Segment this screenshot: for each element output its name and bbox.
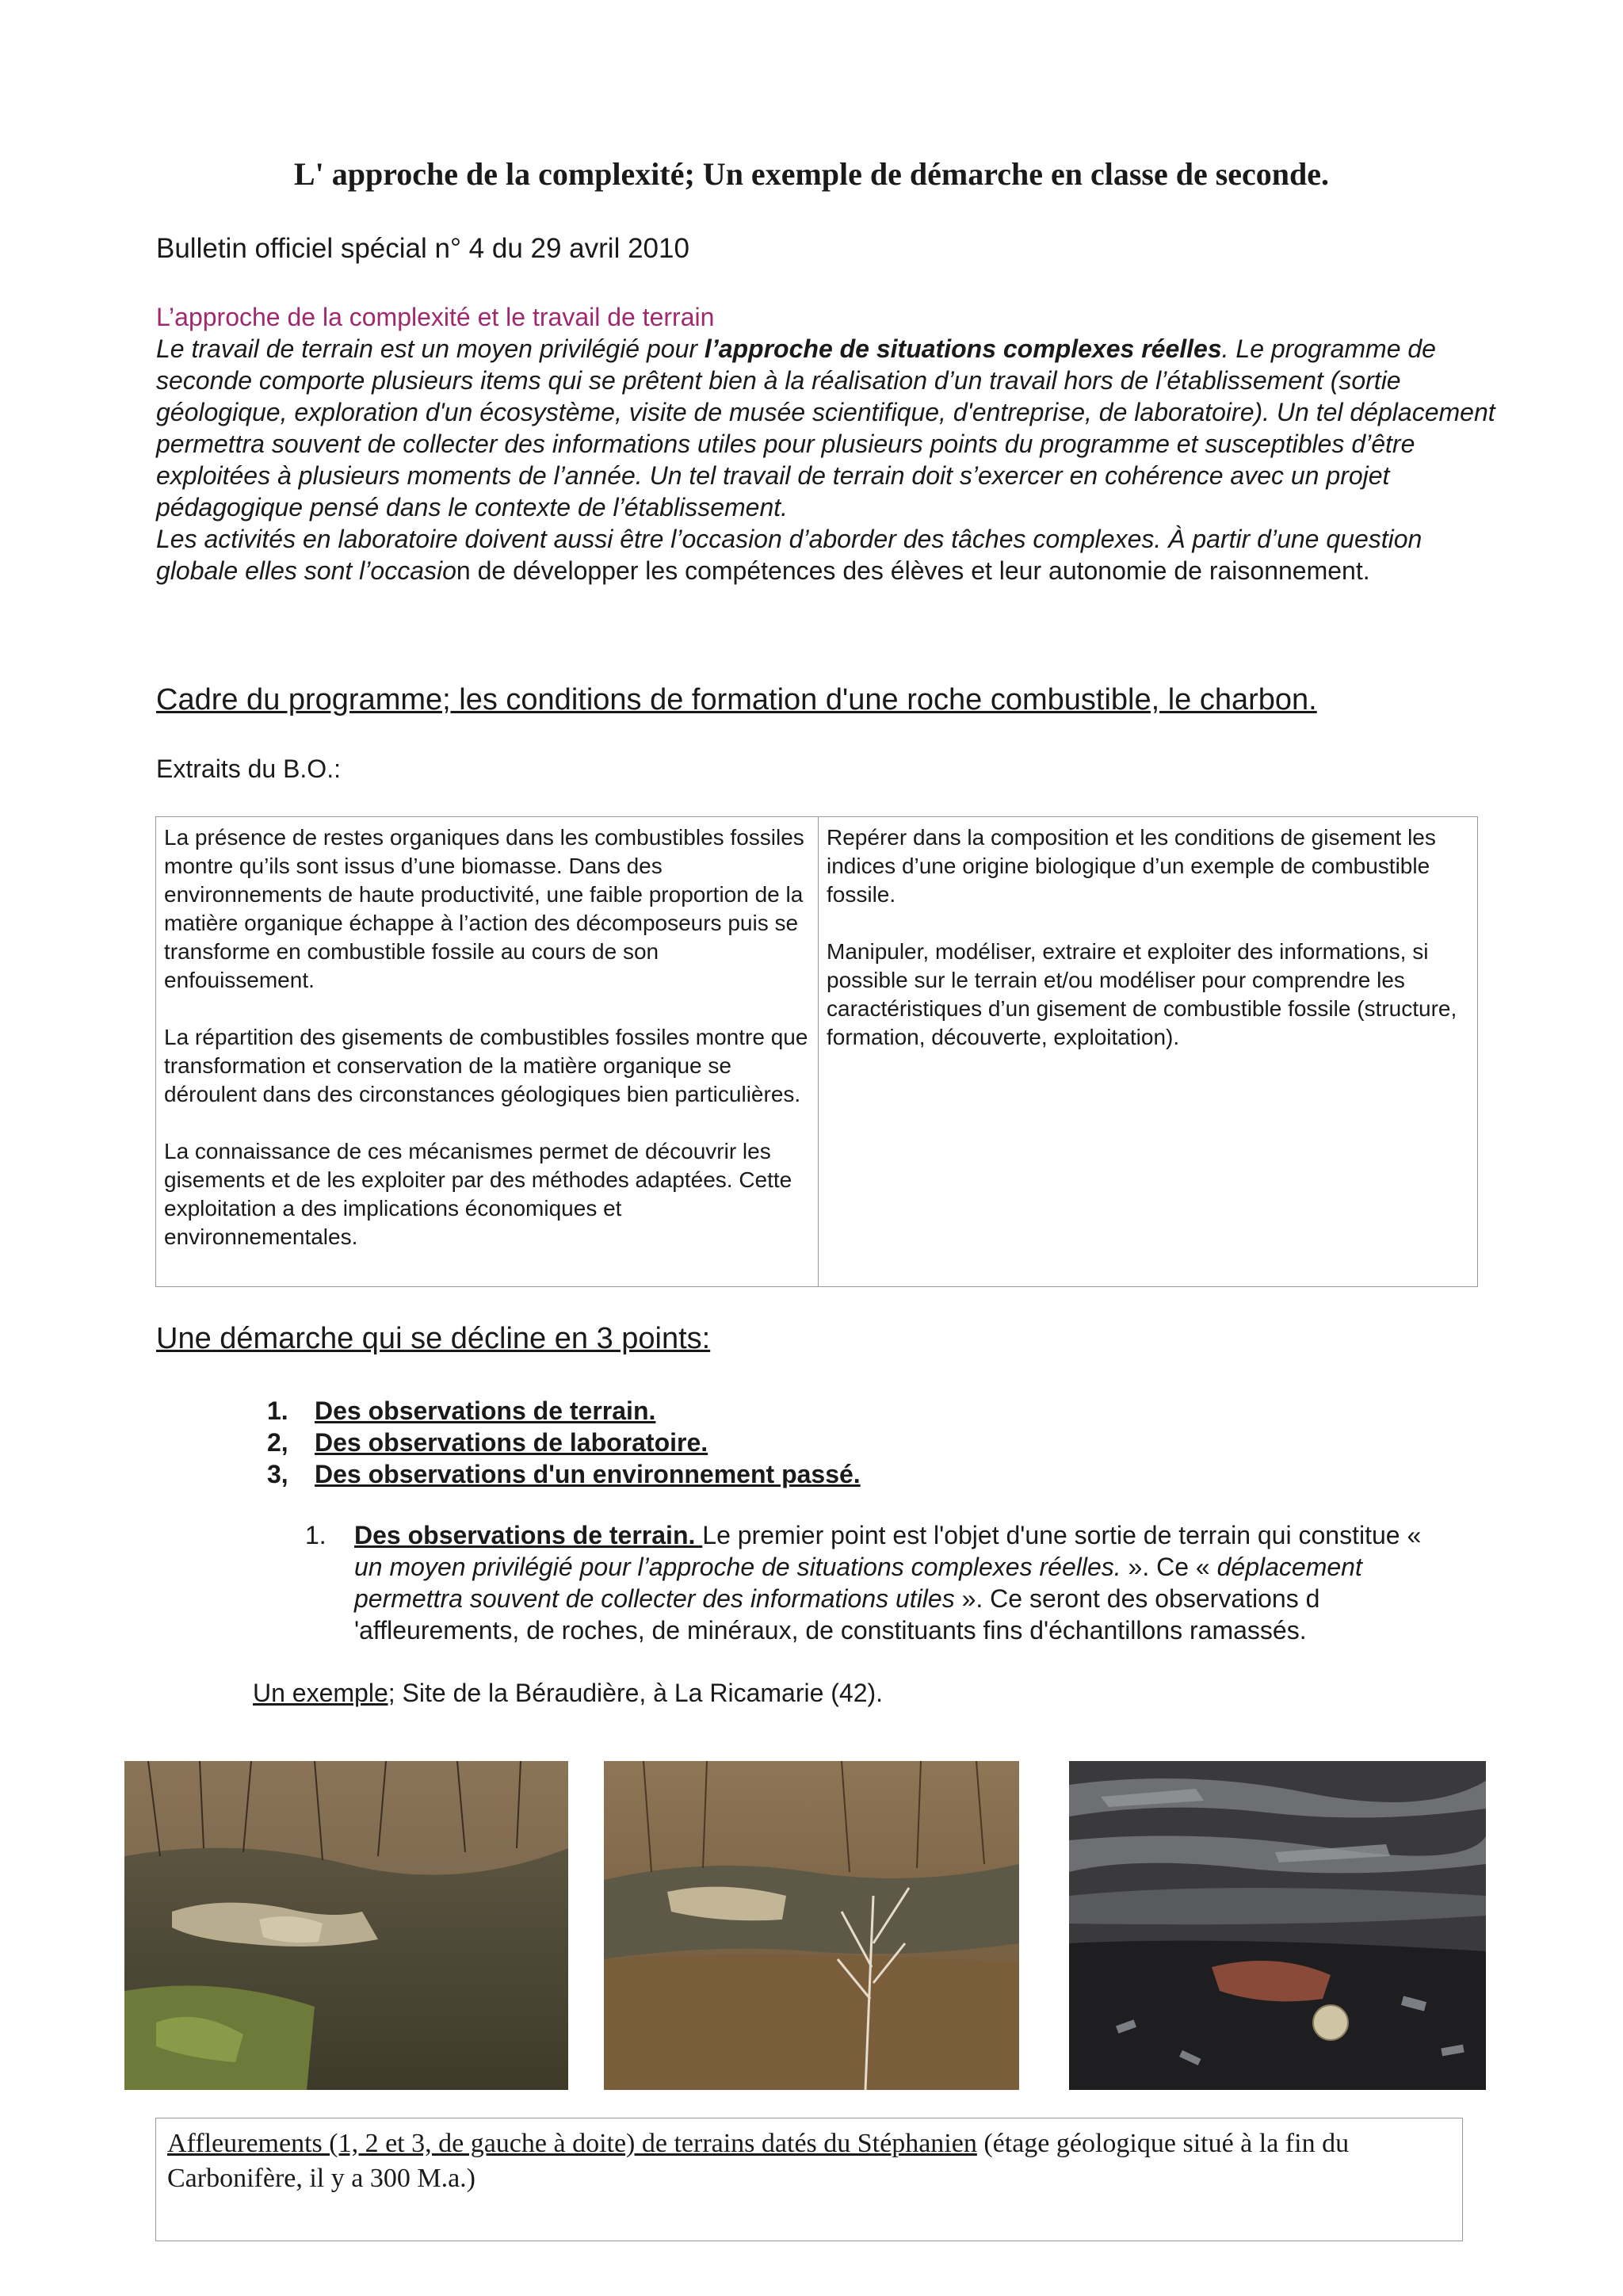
list-item xyxy=(267,1395,861,1427)
caption-underlined: Affleurements (1, 2 et 3, de gauche à doite) de terrains datés du Stéphanien xyxy=(167,2129,977,2158)
example-text: Site de la Béraudière, à La Ricamarie (42). xyxy=(395,1679,884,1707)
point-text: Des observations de laboratoire. xyxy=(315,1428,708,1457)
bo-left-paragraph-3: La connaissance de ces mécanismes permet de découvrir les gisements et de les exploiter par des méthodes adaptées. Cette exploitation a des implications économiques et environnementales. xyxy=(164,1139,792,1249)
program-heading: Cadre du programme; les conditions de formation d'une roche combustible, le charbon. xyxy=(156,683,1317,716)
bo-right-paragraph-2: Manipuler, modéliser, extraire et exploiter des informations, si possible sur le terrain et/ou modéliser pour comprendre les caractéristiques d’un gisement de combustible fossile (structure, formation, découverte, exploitation). xyxy=(827,939,1457,1049)
example-line xyxy=(253,1677,883,1709)
point-text: Des observations d'un environnement passé. xyxy=(315,1460,861,1488)
example-label: Un exemple; xyxy=(253,1679,395,1707)
intro-paragraph-2 xyxy=(156,523,1503,586)
detail-heading: Des observations de terrain. xyxy=(354,1521,703,1549)
outcrop-photo-1 xyxy=(124,1761,568,2090)
photo-caption xyxy=(155,2118,1463,2241)
outcrop-photo-2 xyxy=(604,1761,1019,2090)
intro-p1-emphasis: l’approche de situations complexes réelles xyxy=(704,334,1222,363)
bo-table-left-cell xyxy=(156,817,819,1286)
detail-text-1: Le premier point est l'objet d'une sortie de terrain qui constitue « xyxy=(702,1521,1422,1549)
intro-subhead: L’approche de la complexité et le travail de terrain xyxy=(156,303,715,331)
approach-heading: Une démarche qui se décline en 3 points: xyxy=(156,1322,711,1355)
intro-paragraph-1 xyxy=(156,333,1503,523)
intro-p2-italic: Les activités en laboratoire doivent aussi être l’occasion d’aborder des tâches complexes. À partir d’une question globale elles sont l’occasio xyxy=(156,525,1423,585)
detail-body xyxy=(354,1519,1446,1646)
field-observation-detail xyxy=(305,1519,1446,1646)
bo-left-paragraph-1: La présence de restes organiques dans les combustibles fossiles montre qu’ils sont issus d’une biomasse. Dans des environnements de haute productivité, une faible proportion de la matière organique échappe à l’action des décomposeurs puis se transforme en combustible fossile au cours de son enfouissement. xyxy=(164,825,804,992)
bo-table-right-cell xyxy=(819,817,1477,1286)
bo-extracts-table xyxy=(155,816,1478,1287)
point-text: Des observations de terrain. xyxy=(315,1396,656,1425)
points-list xyxy=(267,1395,861,1490)
detail-quote-2: déplacement permettra souvent de collecter des informations utiles xyxy=(354,1553,1362,1613)
page-title: L' approche de la complexité; Un exemple de démarche en classe de seconde. xyxy=(293,156,1330,192)
outcrop-photo-3 xyxy=(1069,1761,1486,2090)
point-number: 1. xyxy=(267,1396,288,1425)
list-item xyxy=(267,1427,861,1458)
extracts-label: Extraits du B.O.: xyxy=(156,755,341,783)
intro-p2-normal: n de développer les compétences des élèves et leur autonomie de raisonnement. xyxy=(456,556,1370,585)
intro-section xyxy=(156,301,1503,586)
intro-p1-rest: . Le programme de seconde comporte plusieurs items qui se prêtent bien à la réalisation d’un travail hors de l’établissement (sortie géologique, exploration d'un écosystème, visite de musée scientifique, d'entreprise, de laboratoire). Un tel déplacement permettra souvent de collecter des informations utiles pour plusieurs points du programme et susceptibles d’être exploitées à plusieurs moments de l’année. Un tel travail de terrain doit s’exercer en cohérence avec un projet pédagogique pensé dans le contexte de l’établissement. xyxy=(156,334,1495,521)
bulletin-reference: Bulletin officiel spécial n° 4 du 29 avril 2010 xyxy=(156,233,689,264)
detail-number: 1. xyxy=(305,1521,327,1549)
detail-text-3: ». Ce seront des observations d 'affleurements, de roches, de minéraux, de constituants fins d'échantillons ramassés. xyxy=(354,1584,1320,1645)
bo-left-paragraph-2: La répartition des gisements de combustibles fossiles montre que transformation et conservation de la matière organique se déroulent dans des circonstances géologiques bien particulières. xyxy=(164,1025,808,1106)
point-number: 3, xyxy=(267,1460,288,1488)
intro-p1-start: Le travail de terrain est un moyen privilégié pour xyxy=(156,334,705,363)
detail-text-2: ». Ce « xyxy=(1121,1553,1217,1581)
point-number: 2, xyxy=(267,1428,288,1457)
list-item xyxy=(267,1458,861,1490)
bo-right-paragraph-1: Repérer dans la composition et les conditions de gisement les indices d’une origine biologique d’un exemple de combustible fossile. xyxy=(827,825,1436,907)
detail-quote-1: un moyen privilégié pour l’approche de situations complexes réelles. xyxy=(354,1553,1121,1581)
caption-rest: (étage géologique situé à la fin du Carbonifère, il y a 300 M.a.) xyxy=(167,2129,1350,2193)
